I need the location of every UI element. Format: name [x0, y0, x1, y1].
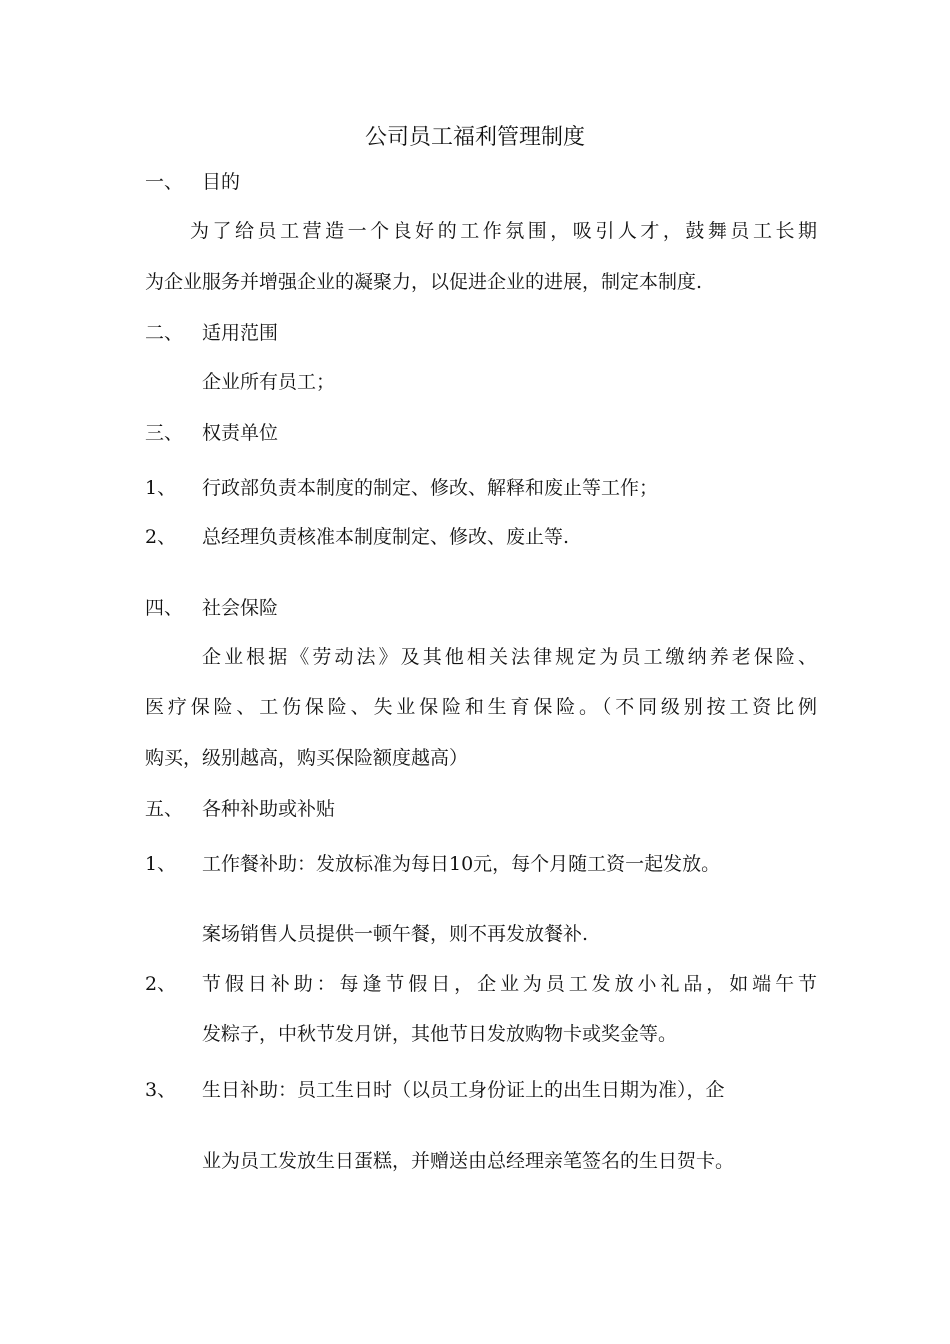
section-5-item-3-line-1: 生日补助：员工生日时（以员工身份证上的出生日期为准），企	[202, 1079, 725, 1101]
section-4-paragraph-line-1: 企业根据《劳动法》及其他相关法律规定为员工缴纳养老保险、	[202, 646, 817, 668]
section-2-number: 二、	[145, 322, 184, 344]
section-4-number: 四、	[145, 597, 184, 619]
section-5-item-2-line-1: 节假日补助：每逢节假日，企业为员工发放小礼品，如端午节	[202, 973, 817, 995]
section-2-paragraph: 企业所有员工；	[202, 371, 336, 393]
section-1-paragraph-line-2: 为企业服务并增强企业的凝聚力，以促进企业的进展，制定本制度.	[145, 271, 703, 293]
section-2-heading: 适用范围	[202, 322, 279, 344]
section-3-number: 三、	[145, 422, 184, 444]
section-4-paragraph-line-2: 医疗保险、工伤保险、失业保险和生育保险。（不同级别按工资比例	[145, 696, 817, 718]
section-5-item-1-line-2: 案场销售人员提供一顿午餐，则不再发放餐补.	[202, 923, 589, 945]
section-4-heading: 社会保险	[202, 597, 279, 619]
section-1-number: 一、	[145, 171, 184, 193]
section-3-item-2-number: 2、	[145, 526, 177, 548]
section-3-item-1-number: 1、	[145, 477, 177, 499]
section-1-heading: 目的	[202, 171, 241, 193]
section-4-paragraph-line-3: 购买，级别越高，购买保险额度越高）	[145, 747, 469, 769]
section-5-item-3-number: 3、	[145, 1079, 177, 1101]
section-5-heading: 各种补助或补贴	[202, 798, 336, 820]
section-3-item-1-text: 行政部负责本制度的制定、修改、解释和废止等工作；	[202, 477, 659, 499]
section-5-item-3-line-2: 业为员工发放生日蛋糕，并赠送由总经理亲笔签名的生日贺卡。	[202, 1150, 735, 1172]
section-5-number: 五、	[145, 798, 184, 820]
section-5-item-1-line-1: 工作餐补助：发放标准为每日10元，每个月随工资一起发放。	[202, 853, 721, 875]
section-5-item-1-number: 1、	[145, 853, 177, 875]
document-title: 公司员工福利管理制度	[364, 125, 585, 150]
section-5-item-2-number: 2、	[145, 973, 177, 995]
section-5-item-2-line-2: 发粽子，中秋节发月饼，其他节日发放购物卡或奖金等。	[202, 1023, 678, 1045]
section-3-heading: 权责单位	[202, 422, 279, 444]
section-3-item-2-text: 总经理负责核准本制度制定、修改、废止等.	[202, 526, 570, 548]
section-1-paragraph-line-1: 为了给员工营造一个良好的工作氛围，吸引人才，鼓舞员工长期	[190, 220, 817, 242]
